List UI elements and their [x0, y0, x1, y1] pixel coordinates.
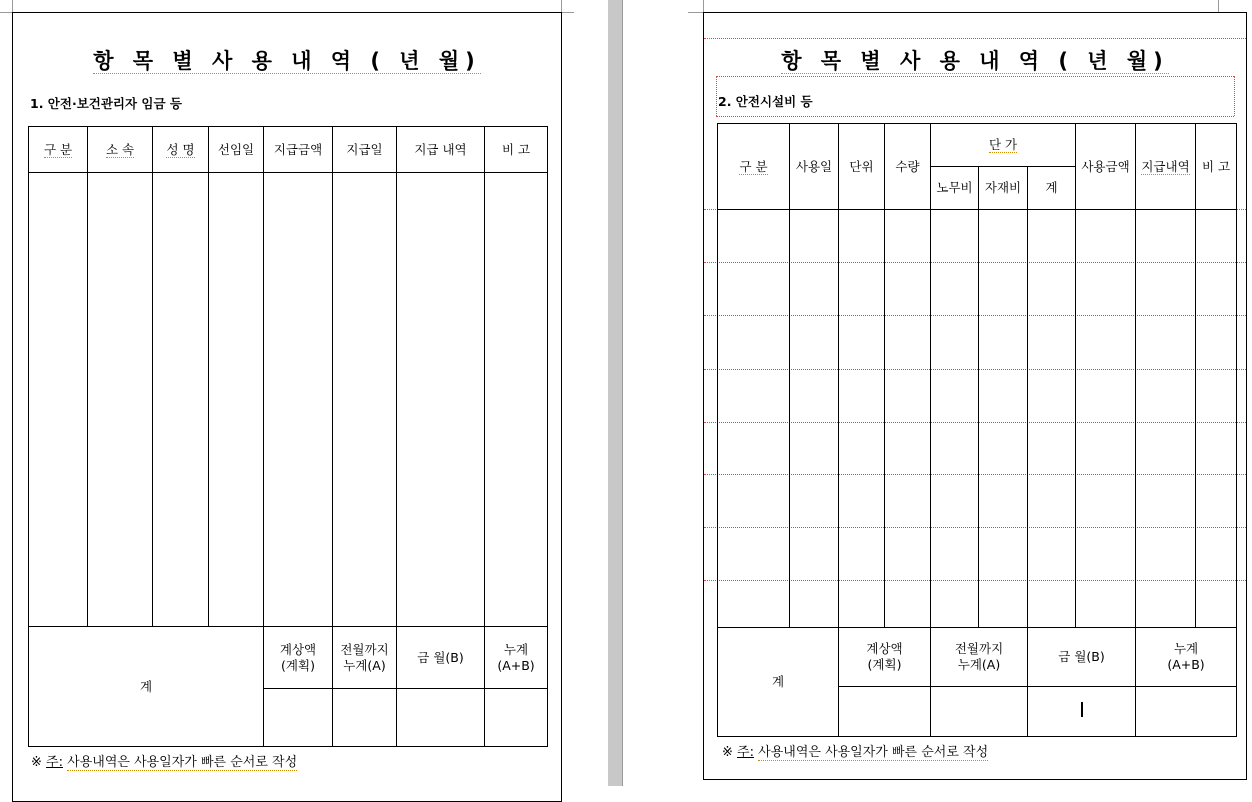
header-cell: 지급일 — [333, 127, 397, 173]
header-cell: 지급금액 — [264, 127, 333, 173]
reference-mark: ※ — [31, 755, 42, 770]
summary-header-cumulative: 누계 (A+B) — [485, 627, 548, 689]
data-cell[interactable] — [29, 173, 88, 627]
section-heading: 2. 안전시설비 등 — [718, 94, 813, 109]
reference-mark: ※ — [722, 745, 733, 760]
header-cell: 계 — [1028, 167, 1076, 210]
facility-table[interactable] — [717, 123, 1237, 737]
data-cell[interactable] — [979, 210, 1028, 628]
header-cell: 소 속 — [88, 127, 153, 173]
crop-mark — [562, 12, 574, 13]
data-cell[interactable] — [1076, 210, 1136, 628]
data-cell[interactable] — [397, 173, 485, 627]
total-label-cell: 계 — [718, 628, 839, 737]
header-cell: 비 고 — [485, 127, 548, 173]
data-cell[interactable] — [790, 210, 839, 628]
data-cell[interactable] — [718, 210, 790, 628]
section-heading: 1. 안전·보건관리자 임금 등 — [30, 96, 183, 111]
footnote — [31, 751, 297, 770]
layout-guide — [1234, 76, 1235, 116]
layout-guide — [716, 116, 1234, 117]
summary-header-previous: 전월까지 누계(A) — [333, 627, 397, 689]
document-page-right[interactable] — [703, 12, 1247, 780]
data-cell[interactable] — [885, 210, 931, 628]
footnote-text: 사용내역은 사용일자가 빠른 순서로 작성 — [67, 755, 298, 770]
header-cell: 사용일 — [790, 124, 839, 210]
footnote-label: 주: — [46, 755, 63, 770]
data-cell[interactable] — [153, 173, 209, 627]
summary-value-cell[interactable] — [1028, 687, 1136, 737]
header-cell: 지급 내역 — [397, 127, 485, 173]
summary-value-cell[interactable] — [839, 687, 931, 737]
header-cell: 지급내역 — [1136, 124, 1196, 210]
header-cell: 성 명 — [153, 127, 209, 173]
summary-header-previous: 전월까지 누계(A) — [931, 628, 1028, 687]
summary-value-cell[interactable] — [931, 687, 1028, 737]
data-cell[interactable] — [333, 173, 397, 627]
summary-value-cell[interactable] — [333, 689, 397, 747]
header-cell: 비 고 — [1196, 124, 1237, 210]
summary-header-cumulative: 누계 (A+B) — [1136, 628, 1237, 687]
header-cell: 자재비 — [979, 167, 1028, 210]
summary-header-planned: 계상액 (계획) — [839, 628, 931, 687]
summary-header-current: 금 월(B) — [397, 627, 485, 689]
page-title: 항 목 별 사 용 내 역 ( 년 월) — [781, 49, 1169, 73]
document-page-left[interactable] — [12, 12, 562, 802]
crop-mark — [561, 0, 562, 12]
layout-guide — [716, 76, 1234, 77]
page-gutter — [608, 0, 622, 786]
summary-value-cell[interactable] — [1136, 687, 1237, 737]
data-cell[interactable] — [264, 173, 333, 627]
header-cell: 사용금액 — [1076, 124, 1136, 210]
data-cell[interactable] — [88, 173, 153, 627]
crop-mark — [688, 12, 703, 13]
data-cell[interactable] — [839, 210, 885, 628]
crop-mark — [1218, 0, 1219, 12]
data-cell[interactable] — [485, 173, 548, 627]
crop-mark — [12, 0, 13, 12]
footnote — [722, 741, 988, 760]
header-cell: 단 가 — [931, 124, 1076, 167]
text-cursor — [1081, 702, 1083, 717]
header-cell: 구 분 — [29, 127, 88, 173]
header-cell: 노무비 — [931, 167, 979, 210]
page-gutter-edge — [622, 0, 623, 786]
summary-value-cell[interactable] — [485, 689, 548, 747]
page-title: 항 목 별 사 용 내 역 ( 년 월) — [93, 49, 481, 73]
layout-guide — [704, 38, 1246, 39]
layout-guide — [716, 76, 717, 116]
data-cell[interactable] — [1196, 210, 1237, 628]
data-cell[interactable] — [209, 173, 264, 627]
data-cell[interactable] — [1136, 210, 1196, 628]
summary-header-current: 금 월(B) — [1028, 628, 1136, 687]
data-cell[interactable] — [1028, 210, 1076, 628]
header-cell: 단위 — [839, 124, 885, 210]
summary-header-planned: 계상액 (계획) — [264, 627, 333, 689]
header-cell: 선임일 — [209, 127, 264, 173]
summary-value-cell[interactable] — [397, 689, 485, 747]
footnote-text: 사용내역은 사용일자가 빠른 순서로 작성 — [758, 745, 989, 760]
footnote-label: 주: — [737, 745, 754, 760]
crop-mark — [0, 12, 12, 13]
header-cell: 수량 — [885, 124, 931, 210]
crop-mark — [703, 0, 704, 12]
summary-value-cell[interactable] — [264, 689, 333, 747]
header-cell: 구 분 — [718, 124, 790, 210]
wage-table[interactable] — [28, 126, 548, 747]
data-cell[interactable] — [931, 210, 979, 628]
total-label-cell: 계 — [29, 627, 264, 747]
